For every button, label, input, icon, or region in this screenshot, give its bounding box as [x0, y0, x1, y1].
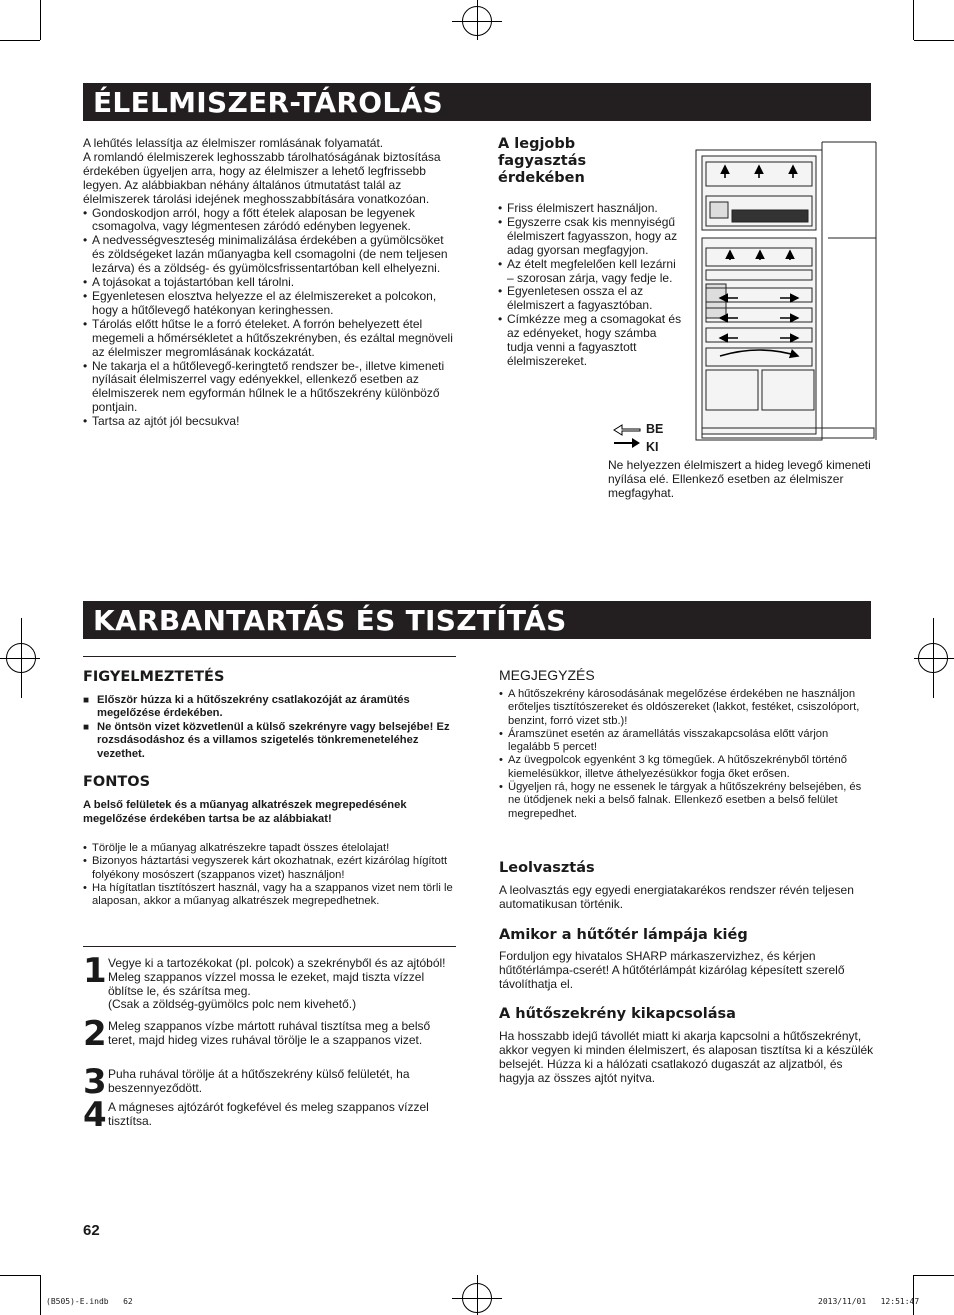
important-list [83, 842, 453, 908]
step-text: Puha ruhával törölje át a hűtőszekrény külső felületét, ha beszennyeződött. [108, 1067, 410, 1095]
refrigerator-airflow-diagram [690, 138, 882, 448]
defrost-text: A leolvasztás egy egyedi energiatakarékos rendszer révén teljesen automatikusan történik. [499, 883, 854, 911]
step-text: Meleg szappanos vízbe mártott ruhával tisztítsa meg a belső teret, majd hideg vizes ruhával törölje le a szappanos vizet. [108, 1019, 431, 1047]
footer-file-info: (B505)-E.indb 62 [46, 1297, 133, 1306]
section-title-maintenance: KARBANTARTÁS ÉS TISZTÍTÁS [83, 601, 871, 639]
airflow-legend [646, 420, 663, 456]
step-text: Vegye ki a tartozékokat (pl. polcok) a szekrényből és az ajtóból! Meleg szappanos vízzel mossa le ezeket, majd tiszta vízzel öblítse le, és szárítsa meg. [108, 956, 446, 998]
list-item: • Az ételt megfelelően kell lezárni – szorosan zárja, vagy fedje le. [498, 258, 683, 286]
important-statement: A belső felületek és a műanyag alkatrészek megrepedésének megelőzése érdekében tartsa be az alábbiakat! [83, 799, 407, 826]
airflow-legend-arrows [612, 423, 642, 449]
list-item: • A nedvességveszteség minimalizálása érdekében a gyümölcsöket és zöldségeket lazán műanyagba kell csomagolni (de nem teljesen lezárva) és a zöldség- és gyümölcsfrissentartóban kell elhelyezni. [83, 234, 459, 276]
crop-mark [914, 40, 954, 41]
important-heading: FONTOS [83, 774, 151, 790]
crop-mark [0, 1275, 40, 1276]
legend-out-label: KI [646, 440, 659, 454]
crop-mark [913, 0, 914, 40]
crop-mark [40, 1275, 41, 1315]
cleaning-step-2 [83, 1014, 458, 1054]
freeze-tips [498, 202, 683, 369]
warning-item: ■ Ne öntsön vizet közvetlenül a külső szekrényre vagy belsejébe! Ez rozsdásodáshoz és a villamos szigetelés tönkremeneteléhez vezethet. [83, 721, 453, 761]
legend-in-label: BE [646, 422, 664, 436]
defrost-heading: Leolvasztás [499, 860, 595, 876]
list-item: • Áramszünet esetén az áramellátás visszakapcsolása előtt várjon legalább 5 percet! [499, 728, 871, 755]
cleaning-step-3 [83, 1062, 458, 1102]
warning-list [83, 694, 453, 761]
list-item: • Egyenletesen ossza el az élelmiszert a fagyasztóban. [498, 285, 683, 313]
lamp-heading: Amikor a hűtőtér lámpája kiég [499, 927, 748, 943]
storage-tips-list [83, 207, 459, 430]
section-title-food-storage: ÉLELMISZER-TÁROLÁS [83, 83, 871, 121]
warning-item: ■ Először húzza ki a hűtőszekrény csatlakozóját az áramütés megelőzése érdekében. [83, 694, 453, 721]
divider [83, 656, 456, 657]
intro-paragraph: A lehűtés lelassítja az élelmiszer romlásának folyamatát. [83, 136, 384, 150]
freeze-heading: A legjobb fagyasztás érdekében [498, 136, 587, 186]
crop-mark [0, 40, 40, 41]
divider [83, 946, 456, 947]
switch-off-heading: A hűtőszekrény kikapcsolása [499, 1006, 736, 1022]
step-number: 4 [83, 1095, 107, 1135]
list-item: • A tojásokat a tojástartóban kell tárolni. [83, 276, 459, 290]
food-storage-text [83, 137, 459, 429]
list-item: • A hűtőszekrény károsodásának megelőzése érdekében ne használjon erőteljes tisztítószereket és oldószereket (lakkot, festéket, csiszolóport, benzint, forró vizet stb.)! [499, 688, 871, 728]
crop-mark [40, 0, 41, 40]
diagram-caption: Ne helyezzen élelmiszert a hideg levegő kimeneti nyílása elé. Ellenkező esetben az élelmiszer megfagyhat. [608, 458, 871, 500]
cleaning-step-1 [83, 951, 458, 1012]
step-number: 2 [83, 1014, 107, 1054]
page-number: 62 [83, 1222, 100, 1239]
cleaning-step-4 [83, 1095, 458, 1135]
note-list [499, 688, 871, 821]
crop-mark [913, 1275, 914, 1315]
intro-paragraph: A romlandó élelmiszerek leghosszabb tárolhatóságának biztosítása érdekében ügyeljen arra, hogy az élelmiszer a lehető legfrissebb legyen. Az alábbiakban néhány általános útmutatást talál az élelmiszerek tárolási idejének meghosszabbítására vonatkozóan. [83, 149, 441, 206]
freeze-tips-list [498, 202, 683, 369]
footer-timestamp: 2013/11/01 12:51:47 [818, 1297, 920, 1306]
step-number: 1 [83, 951, 107, 991]
lamp-text: Forduljon egy hivatalos SHARP márkaszervizhez, és kérjen hűtőtérlámpa-cserét! A hűtőtérlámpát kizárólag képesített szerelő távolíthatja el. [499, 949, 845, 991]
list-item: • Az üvegpolcok egyenként 3 kg tömegűek. A hűtőszekrényből történő kiemelésükkor, illetve áthelyezésükkor fogja őket erősen. [499, 754, 871, 781]
step-note: (Csak a zöldség-gyümölcs polc nem kivehető.) [108, 997, 357, 1012]
switch-off-text: Ha hosszabb idejű távollét miatt ki akarja kapcsolni a hűtőszekrényt, akkor vegyen ki minden élelmiszert, és alaposan tisztítsa ki a készülék belsejét. Húzza ki a hálózati csatlakozó dugaszát az aljzatból, és hagyja az összes ajtót nyitva. [499, 1029, 874, 1085]
list-item: • Címkézze meg a csomagokat és az edényeket, hogy számba tudja venni a fagyasztott élelmiszereket. [498, 313, 683, 369]
step-text: A mágneses ajtózárót fogkefével és meleg szappanos vízzel tisztítsa. [108, 1100, 429, 1128]
list-item: • Ügyeljen rá, hogy ne essenek le tárgyak a hűtőszekrény belsejében, és ne ütődjenek neki a belső falnak. Ellenkező esetben a belső felület megrepedhet. [499, 781, 871, 821]
list-item: • Bizonyos háztartási vegyszerek kárt okozhatnak, ezért kizárólag hígított folyékony mosószert (szappanos vizet) használjon! [83, 855, 453, 882]
list-item: • Egyszerre csak kis mennyiségű élelmiszert fagyasszon, hogy az adag gyorsan megfagyjon. [498, 216, 683, 258]
list-item: • Tartsa az ajtót jól becsukva! [83, 415, 459, 429]
crop-mark [914, 1275, 954, 1276]
warning-heading: FIGYELMEZTETÉS [83, 669, 225, 685]
list-item: • Törölje le a műanyag alkatrészekre tapadt összes ételolajat! [83, 842, 453, 855]
step-number: 3 [83, 1062, 107, 1102]
list-item: • Tárolás előtt hűtse le a forró ételeket. A forrón behelyezett étel megemeli a hőmérsékletet a hűtőszekrényben, és ezáltal megnöveli az élelmiszer megromlásának kockázatát. [83, 318, 459, 360]
list-item: • Egyenletesen elosztva helyezze el az élelmiszereket a polcokon, hogy a hűtőlevegő hatékonyan keringhessen. [83, 290, 459, 318]
note-heading: MEGJEGYZÉS [499, 667, 595, 683]
list-item: • Ha hígítatlan tisztítószert használ, vagy ha a szappanos vizet nem törli le alaposan, akkor a műanyag alkatrészek megrepedhetnek. [83, 882, 453, 909]
list-item: • Ne takarja el a hűtőlevegő-keringtető rendszer be-, illetve kimeneti nyílásait élelmiszerrel vagy edényekkel, ellenkező esetben az élelmiszerek nem egyformán hűlnek le a hűtőszekrény különböző pontjain. [83, 360, 459, 416]
list-item: • Gondoskodjon arról, hogy a főtt ételek alaposan be legyenek csomagolva, vagy légmentesen záródó edényben legyenek. [83, 207, 459, 235]
list-item: • Friss élelmiszert használjon. [498, 202, 683, 216]
